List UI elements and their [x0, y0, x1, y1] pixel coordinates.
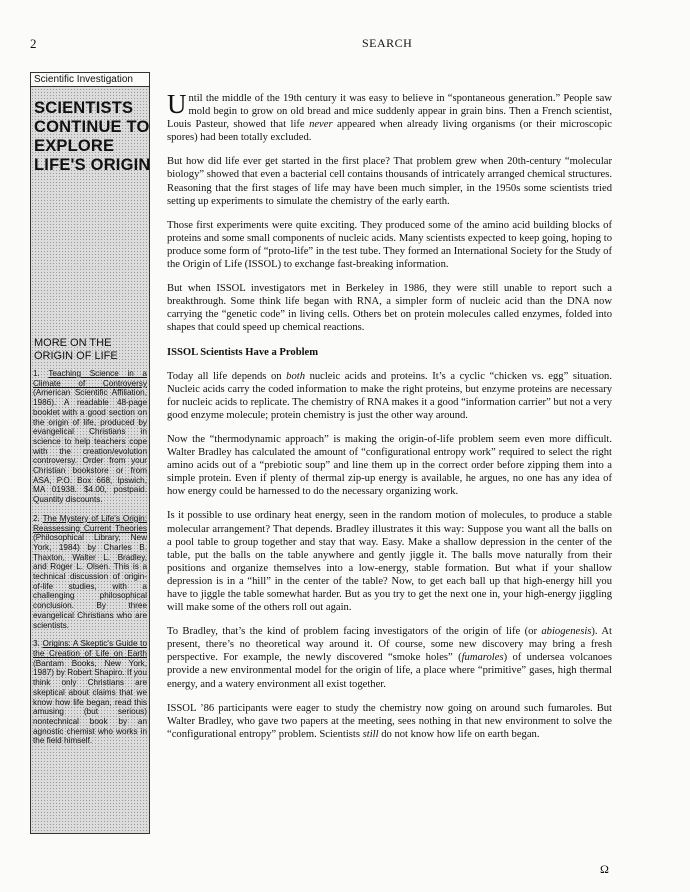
reference-item [33, 369, 147, 505]
sidebar-title-line: CONTINUE TO [34, 118, 150, 136]
paragraph: To Bradley, that’s the kind of problem facing investigators of the origin of life (or abiogenesis). At present, there’s no theoretical way around it. Of course, some new discovery may bring a fresh perspective. For example, the newly discovered “smoke holes” (fumaroles) of undersea volcanoes provide a new environmental model for the origin of life, a place where “primitive” gases, high thermal energy, and a watery environment all exist together. [167, 626, 612, 690]
more-reading-heading [34, 337, 118, 363]
running-head: SEARCH [362, 36, 413, 50]
paragraph: But when ISSOL investigators met in Berkeley in 1986, they were still unable to report such a breakthrough. Some think life began with RNA, a simpler form of nucleic acid than the DNA now carrying the “genetic code” in living cells. Others bet on protein molecules called enzymes, folded into shapes that could speed up chemical reactions. [167, 283, 612, 334]
reference-number: 2. [33, 513, 40, 523]
sidebar-title-line: LIFE'S ORIGIN [34, 156, 151, 174]
paragraph: Is it possible to use ordinary heat energy, seen in the random motion of molecules, to produce a stable molecular arrangement? That depends. Bradley illustrates it this way: Suppose you want all the balls on a pool table to group together and stay that way. Easy. Make a shallow depression in the center of the table, put the balls on the table anywhere and gently jiggle it. The balls move naturally from their positions and organize themselves into a low-energy, stable formation. But what if your shallow depression is in a “hill” in the center of the table? Now, to get each ball up that high-energy hill you have to jiggle the table somewhat harder. But as you try to get the next one in, your high-energy jiggling will make some of the others roll out again. [167, 510, 612, 614]
section-subheading: ISSOL Scientists Have a Problem [167, 346, 319, 358]
paragraph: Today all life depends on both nucleic acids and proteins. It’s a cyclic “chicken vs. egg” situation. Nucleic acids carry the coded information to make the right proteins, but enzyme proteins are necessary for nucleic acids to replicate. The chemistry of RNA makes it a good “information carrier” but not a very good enzyme molecule; protein chemistry is just the other way around. [167, 370, 612, 421]
sidebar-title-line: EXPLORE [34, 137, 115, 155]
reference-number: 3. [33, 639, 40, 649]
page-number: 2 [30, 36, 37, 51]
reference-item [33, 639, 147, 746]
more-reading-heading-line: MORE ON THE [34, 337, 112, 349]
sidebar-title [34, 99, 151, 175]
paragraph: Now the “thermodynamic approach” is making the origin-of-life problem seem even more difficult. Walter Bradley has calculated the amount of “configurational entropy work” required to select the right amino acids out of a “prebiotic soup” and line them up in the correct order before zipping them into a simple protein. Even if plenty of thermal zip-up energy is available, he argues, no one has any idea of how energy could be harnessed to do the necessary organizing work. [167, 433, 612, 498]
reference-body: (Philosophical Library, New York, 1984) by Charles B. Thaxton, Walter L. Bradley, and Roger L. Olsen. This is a technical discussion of origin-of-life studies, with a challenging philosophical conclusion. By three evangelical Christians who are scientists. [33, 533, 147, 630]
section-tag: Scientific Investigation [31, 73, 149, 87]
end-mark: Ω [600, 862, 609, 876]
article-body [167, 89, 612, 752]
reference-number: 1. [33, 369, 40, 378]
reference-list [33, 369, 147, 755]
paragraph [167, 89, 612, 144]
sidebar [30, 72, 150, 834]
drop-cap: U [167, 89, 187, 119]
reference-body: (Bantam Books, New York, 1987) by Robert Shapiro. If you think only Christians are skeptical about claims that we know how life began, read this amusing (but serious) nontechnical book by an agnostic chemist who works in the field himself. [33, 658, 147, 746]
reference-body: (American Scientific Affiliation, 1986). A readable 48-page booklet with a good section on the origin of life, produced by evangelical Christians in science to help teachers cope with the creation/evolution controversy. Order from your Christian bookstore or from ASA, P.O. Box 668, Ipswich, MA 01938. $4.00, postpaid. Quantity discounts. [33, 388, 147, 505]
paragraph: But how did life ever get started in the first place? That problem grew when 20th-century “molecular biology” showed that even a bacterial cell contains thousands of intricately arranged chemical structures. Reasoning that the first stages of life may have been much simpler, in the 1950s some scientists tried setting up experiments to simulate the chemistry of the early earth. [167, 156, 612, 207]
paragraph: ISSOL ’86 participants were eager to study the chemistry now going on around such fumaroles. But Walter Bradley, who gave two papers at the meeting, sees nothing in that new environment to solve the “configurational entropy” problem. Scientists still do not know how life on earth began. [167, 702, 612, 740]
reference-title: The Mystery of Life's Origin: Reassessing Current Theories [33, 513, 147, 533]
more-reading-heading-line: ORIGIN OF LIFE [34, 350, 118, 362]
reference-item [33, 514, 147, 630]
reference-title: Teaching Science in a Climate of Controversy [33, 369, 147, 388]
paragraph-text: ntil the middle of the 19th century it was easy to believe in “spontaneous generation.” People saw mold begin to grow on old bread and mice suddenly appear in grain bins. Then a French scientist, Louis Pasteur, showed that life never appeared when already living organisms (or their microscopic spores) had been totally excluded. [167, 93, 612, 144]
reference-title: Origins: A Skeptic's Guide to the Creation of Life on Earth [33, 639, 147, 658]
paragraph: Those first experiments were quite exciting. They produced some of the amino acid building blocks of proteins and some small components of nucleic acids. Many scientists expected to keep going, hoping to produce some form of “proto-life” in the test tube. They formed an International Society for the Study of the Origin of Life (ISSOL) to exchange fast-breaking information. [167, 219, 612, 271]
sidebar-title-line: SCIENTISTS [34, 99, 134, 117]
